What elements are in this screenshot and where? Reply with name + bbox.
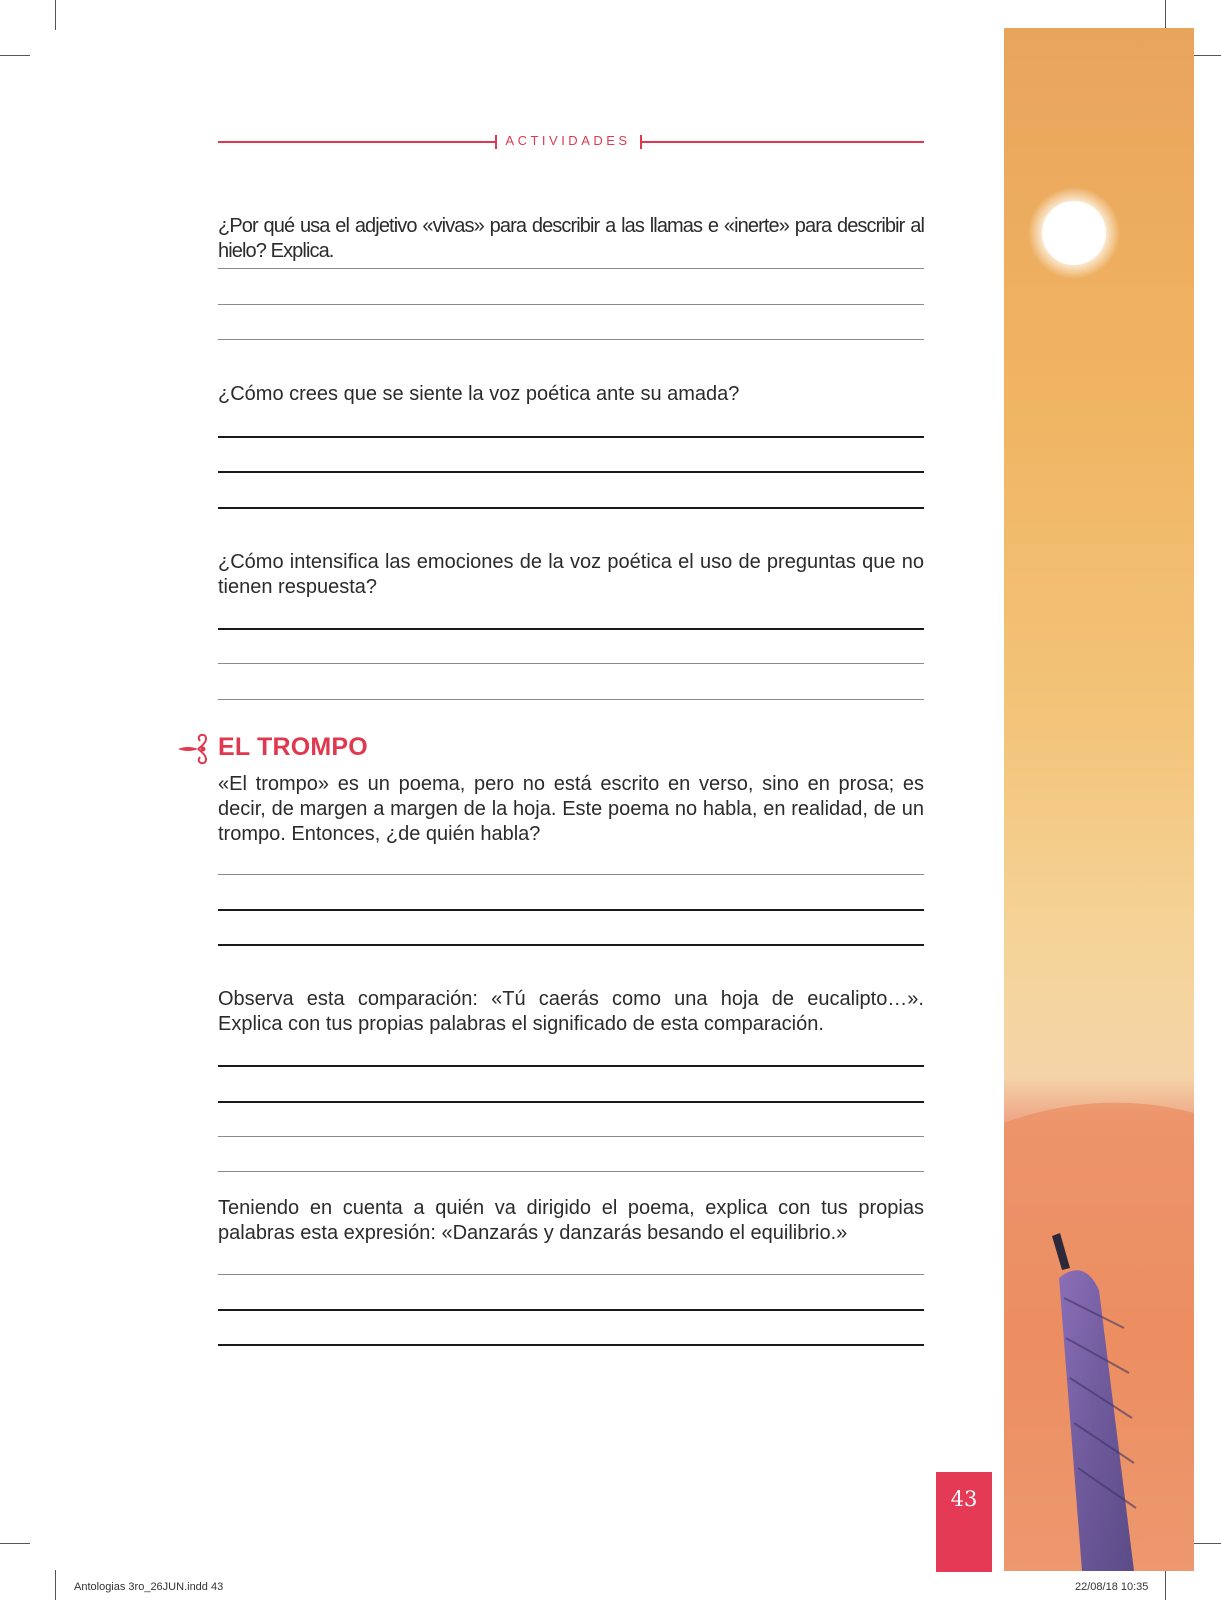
footer-file-info: Antologias 3ro_26JUN.indd 43 xyxy=(74,1581,224,1593)
question-1: ¿Por qué usa el adjetivo «vivas» para describir a las llamas e «inerte» para describir al hielo? Explica. xyxy=(218,215,924,262)
answer-line[interactable] xyxy=(218,628,924,630)
section-intro: «El trompo» es un poema, pero no está escrito en verso, sino en prosa; es decir, de margen a margen de la hoja. Este poema no habla, en realidad, de un trompo. Entonces, ¿de quién habla? xyxy=(218,773,924,845)
crop-mark xyxy=(1165,1570,1166,1600)
answer-line[interactable] xyxy=(218,944,924,946)
sunset-illustration xyxy=(1004,28,1194,1571)
answer-line[interactable] xyxy=(218,268,924,269)
scroll-flourish-icon xyxy=(176,733,212,765)
header-title: ACTIVIDADES xyxy=(505,133,631,148)
answer-line[interactable] xyxy=(218,1274,924,1275)
answer-line[interactable] xyxy=(218,1309,924,1311)
answer-line[interactable] xyxy=(218,1065,924,1067)
answer-line[interactable] xyxy=(218,304,924,305)
answer-line[interactable] xyxy=(218,1171,924,1172)
page-number: 43 xyxy=(936,1472,992,1572)
question-5: Observa esta comparación: «Tú caerás como una hoja de eucalipto…». Explica con tus propias palabras el significado de esta comparación. xyxy=(218,988,924,1035)
answer-line[interactable] xyxy=(218,507,924,509)
answer-line[interactable] xyxy=(218,1101,924,1103)
crop-mark xyxy=(55,0,56,30)
answer-line[interactable] xyxy=(218,663,924,664)
crop-mark xyxy=(1191,1543,1221,1544)
header-tick-left xyxy=(495,135,497,149)
crop-mark xyxy=(0,55,30,56)
crop-mark xyxy=(0,1543,30,1544)
answer-line[interactable] xyxy=(218,1136,924,1137)
header-rule-left xyxy=(218,141,496,143)
answer-line[interactable] xyxy=(218,471,924,473)
crop-mark xyxy=(1191,55,1221,56)
header-rule-right xyxy=(640,141,924,143)
answer-line[interactable] xyxy=(218,436,924,438)
question-2: ¿Cómo crees que se siente la voz poética ante su amada? xyxy=(218,383,740,405)
answer-line[interactable] xyxy=(218,1344,924,1346)
footer-datetime: 22/08/18 10:35 xyxy=(1075,1581,1149,1593)
answer-line[interactable] xyxy=(218,699,924,700)
answer-line[interactable] xyxy=(218,874,924,875)
crop-mark xyxy=(55,1570,56,1600)
crop-mark xyxy=(1165,0,1166,30)
answer-line[interactable] xyxy=(218,339,924,340)
question-6: Teniendo en cuenta a quién va dirigido el poema, explica con tus propias palabras esta expresión: «Danzarás y danzarás besando el equilibrio.» xyxy=(218,1197,924,1244)
answer-line[interactable] xyxy=(218,909,924,911)
section-title: EL TROMPO xyxy=(218,733,368,761)
question-3: ¿Cómo intensifica las emociones de la voz poética el uso de preguntas que no tienen respuesta? xyxy=(218,551,924,598)
